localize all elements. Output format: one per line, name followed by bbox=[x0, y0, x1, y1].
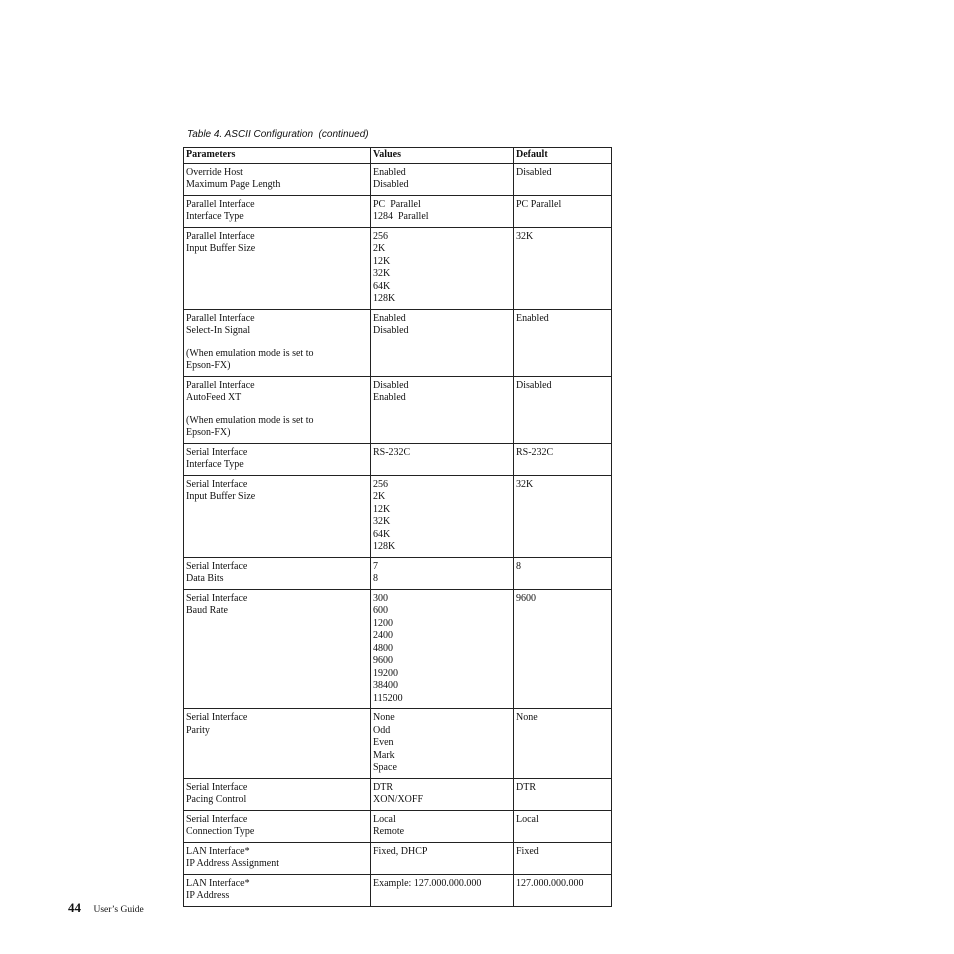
cell-line: Serial Interface bbox=[186, 446, 248, 458]
cell-values bbox=[371, 842, 514, 874]
cell-line: (When emulation mode is set to bbox=[186, 347, 314, 359]
cell-values bbox=[371, 227, 514, 309]
cell-line: Interface Type bbox=[186, 211, 244, 222]
cell-line: Enabled bbox=[373, 166, 406, 178]
cell-default bbox=[514, 557, 612, 589]
cell-default bbox=[514, 810, 612, 842]
cell-default bbox=[514, 778, 612, 810]
cell-line: Baud Rate bbox=[186, 605, 228, 616]
table-row bbox=[184, 309, 612, 376]
cell-default bbox=[514, 589, 612, 709]
cell-line: 2K bbox=[373, 491, 386, 502]
cell-line: Epson-FX) bbox=[186, 427, 231, 438]
cell-values bbox=[371, 376, 514, 443]
table-row bbox=[184, 810, 612, 842]
cell-line: XON/XOFF bbox=[373, 794, 424, 805]
cell-default bbox=[514, 842, 612, 874]
cell-line: 115200 bbox=[373, 692, 403, 704]
table-row bbox=[184, 557, 612, 589]
cell-line: 7 bbox=[373, 560, 378, 572]
cell-default bbox=[514, 309, 612, 376]
cell-line: Odd bbox=[373, 724, 391, 736]
cell-default bbox=[514, 443, 612, 475]
cell-parameter bbox=[184, 557, 371, 589]
cell-default bbox=[514, 709, 612, 779]
table-row bbox=[184, 475, 612, 557]
cell-line: Serial Interface bbox=[186, 592, 248, 604]
cell-line: Parallel Interface bbox=[186, 230, 255, 242]
cell-line: DTR bbox=[516, 781, 536, 793]
cell-parameter bbox=[184, 443, 371, 475]
cell-line: Interface Type bbox=[186, 459, 244, 470]
header-values: Values bbox=[371, 148, 514, 164]
page-footer bbox=[68, 901, 144, 917]
cell-line: Maximum Page Length bbox=[186, 179, 281, 190]
table-row bbox=[184, 709, 612, 779]
cell-parameter bbox=[184, 195, 371, 227]
cell-line: 256 bbox=[373, 478, 388, 490]
cell-line: Serial Interface bbox=[186, 560, 248, 572]
cell-line: 1284 Parallel bbox=[373, 211, 429, 222]
cell-values bbox=[371, 874, 514, 906]
cell-line: AutoFeed XT bbox=[186, 392, 242, 403]
cell-line: None bbox=[373, 712, 395, 723]
cell-line: 8 bbox=[373, 573, 378, 584]
cell-line: Serial Interface bbox=[186, 478, 248, 490]
cell-line: Serial Interface bbox=[186, 813, 248, 825]
cell-line: Input Buffer Size bbox=[186, 491, 256, 502]
cell-line: 256 bbox=[373, 230, 388, 242]
table-row bbox=[184, 195, 612, 227]
cell-line: Mark bbox=[373, 749, 395, 761]
cell-line: LAN Interface* bbox=[186, 845, 250, 857]
cell-line: 32K bbox=[516, 230, 534, 242]
cell-line: Disabled bbox=[373, 179, 409, 190]
cell-line: 128K bbox=[373, 541, 396, 552]
cell-line: Fixed bbox=[516, 845, 539, 857]
cell-values bbox=[371, 475, 514, 557]
ascii-configuration-table bbox=[183, 147, 612, 907]
cell-line: Serial Interface bbox=[186, 712, 248, 723]
cell-line bbox=[186, 405, 368, 415]
cell-line: Local bbox=[373, 813, 396, 825]
cell-parameter bbox=[184, 874, 371, 906]
cell-line: PC Parallel bbox=[516, 198, 562, 210]
cell-line: Parallel Interface bbox=[186, 312, 255, 324]
cell-line: 1200 bbox=[373, 617, 393, 629]
cell-values bbox=[371, 195, 514, 227]
cell-values bbox=[371, 589, 514, 709]
cell-line: 64K bbox=[373, 280, 391, 292]
cell-default bbox=[514, 227, 612, 309]
cell-parameter bbox=[184, 709, 371, 779]
cell-line: IP Address Assignment bbox=[186, 858, 279, 869]
cell-line: Even bbox=[373, 737, 394, 748]
cell-parameter bbox=[184, 376, 371, 443]
cell-line: 12K bbox=[373, 255, 391, 267]
table-body bbox=[184, 163, 612, 906]
cell-parameter bbox=[184, 589, 371, 709]
cell-default bbox=[514, 163, 612, 195]
guide-title: User’s Guide bbox=[93, 905, 144, 915]
cell-line: Parallel Interface bbox=[186, 198, 255, 210]
cell-line: Enabled bbox=[516, 312, 549, 324]
cell-default bbox=[514, 874, 612, 906]
table-row bbox=[184, 443, 612, 475]
cell-line: 9600 bbox=[516, 592, 536, 604]
cell-default bbox=[514, 195, 612, 227]
cell-line: Override Host bbox=[186, 166, 243, 178]
table-caption: Table 4. ASCII Configuration (continued) bbox=[187, 129, 369, 140]
cell-line: IP Address bbox=[186, 890, 230, 901]
cell-line: 64K bbox=[373, 528, 391, 540]
cell-line: Select-In Signal bbox=[186, 325, 251, 336]
cell-line: RS-232C bbox=[516, 446, 554, 458]
cell-parameter bbox=[184, 810, 371, 842]
cell-line: RS-232C bbox=[373, 446, 411, 458]
cell-values bbox=[371, 810, 514, 842]
table-row bbox=[184, 376, 612, 443]
cell-line: Parity bbox=[186, 724, 210, 736]
cell-line: 32K bbox=[373, 516, 391, 527]
cell-parameter bbox=[184, 778, 371, 810]
cell-line: 4800 bbox=[373, 642, 393, 654]
cell-line: Data Bits bbox=[186, 573, 224, 584]
cell-line: Local bbox=[516, 813, 539, 825]
cell-line: Disabled bbox=[516, 379, 552, 391]
cell-parameter bbox=[184, 227, 371, 309]
header-default: Default bbox=[514, 148, 612, 164]
cell-parameter bbox=[184, 475, 371, 557]
cell-line: Epson-FX) bbox=[186, 360, 231, 371]
cell-line: Fixed, DHCP bbox=[373, 845, 428, 857]
cell-line: Enabled bbox=[373, 392, 406, 403]
cell-values bbox=[371, 443, 514, 475]
cell-values bbox=[371, 557, 514, 589]
cell-line: 300 bbox=[373, 592, 388, 604]
cell-line: Disabled bbox=[373, 379, 409, 391]
cell-parameter bbox=[184, 309, 371, 376]
cell-values bbox=[371, 778, 514, 810]
cell-line: Serial Interface bbox=[186, 781, 248, 793]
table-row bbox=[184, 874, 612, 906]
cell-line: Example: 127.000.000.000 bbox=[373, 877, 482, 889]
cell-line: 128K bbox=[373, 293, 396, 304]
cell-line: Input Buffer Size bbox=[186, 243, 256, 254]
table-header-row bbox=[184, 148, 612, 164]
page-number: 44 bbox=[68, 900, 81, 915]
cell-line: LAN Interface* bbox=[186, 877, 250, 889]
cell-line bbox=[186, 338, 368, 348]
cell-line: Disabled bbox=[516, 166, 552, 178]
header-parameters: Parameters bbox=[184, 148, 371, 164]
table-row bbox=[184, 163, 612, 195]
cell-line: 38400 bbox=[373, 680, 398, 691]
cell-line: 32K bbox=[373, 268, 391, 279]
cell-line: 9600 bbox=[373, 655, 393, 666]
table-row bbox=[184, 778, 612, 810]
table-row bbox=[184, 227, 612, 309]
cell-parameter bbox=[184, 842, 371, 874]
cell-line: DTR bbox=[373, 781, 393, 793]
cell-line: None bbox=[516, 712, 538, 723]
cell-line: Connection Type bbox=[186, 826, 255, 837]
cell-line: 2K bbox=[373, 243, 386, 254]
cell-default bbox=[514, 376, 612, 443]
cell-line: 600 bbox=[373, 605, 388, 616]
cell-default bbox=[514, 475, 612, 557]
cell-parameter bbox=[184, 163, 371, 195]
cell-line: Enabled bbox=[373, 312, 406, 324]
cell-line: PC Parallel bbox=[373, 198, 421, 210]
cell-line: 2400 bbox=[373, 630, 393, 641]
cell-line: Remote bbox=[373, 826, 405, 837]
cell-line: 19200 bbox=[373, 667, 398, 679]
cell-line: Space bbox=[373, 762, 397, 773]
cell-line: (When emulation mode is set to bbox=[186, 414, 314, 426]
cell-line: 32K bbox=[516, 478, 534, 490]
cell-values bbox=[371, 309, 514, 376]
table-row bbox=[184, 589, 612, 709]
table-row bbox=[184, 842, 612, 874]
cell-line: 8 bbox=[516, 560, 521, 572]
cell-line: Pacing Control bbox=[186, 794, 247, 805]
cell-line: 12K bbox=[373, 503, 391, 515]
cell-line: Parallel Interface bbox=[186, 379, 255, 391]
cell-values bbox=[371, 709, 514, 779]
cell-values bbox=[371, 163, 514, 195]
cell-line: Disabled bbox=[373, 325, 409, 336]
cell-line: 127.000.000.000 bbox=[516, 877, 584, 889]
